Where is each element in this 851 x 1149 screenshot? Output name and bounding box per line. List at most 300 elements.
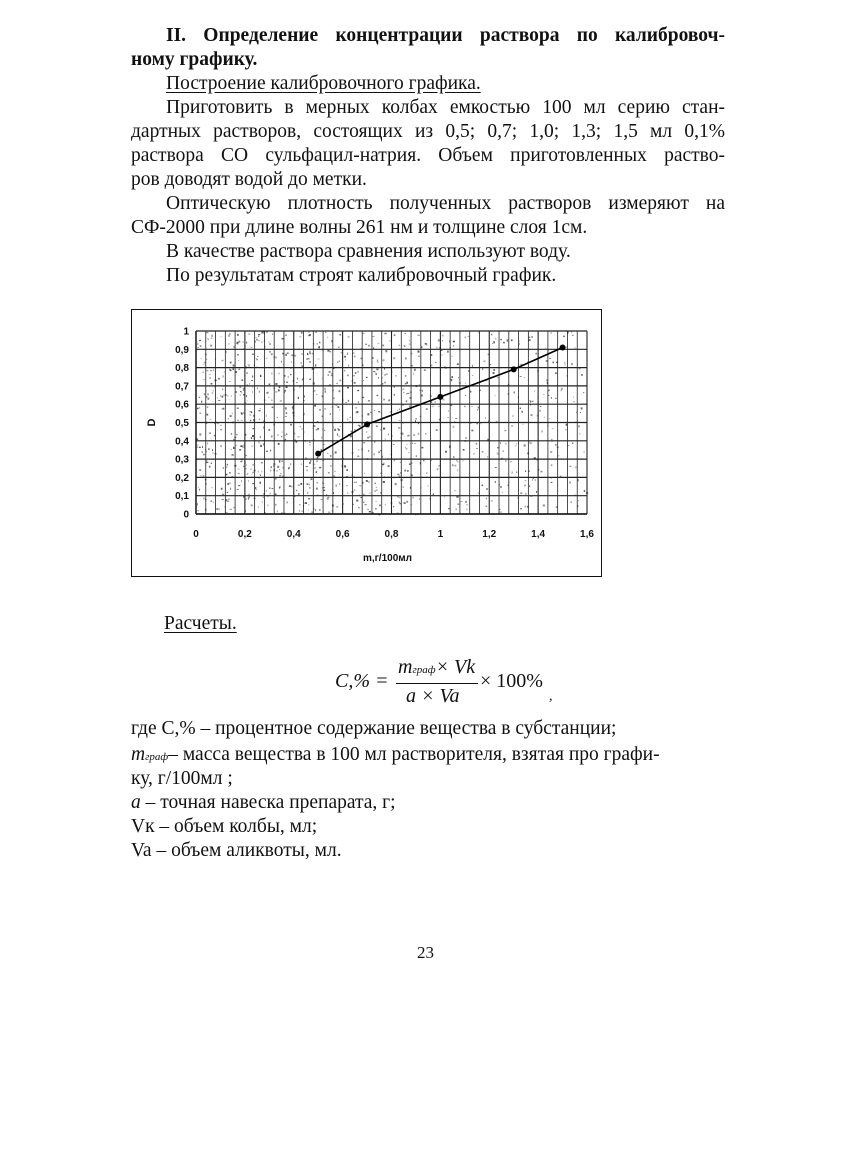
- texture-dot: [258, 442, 260, 444]
- texture-dot: [226, 512, 228, 513]
- texture-dot: [309, 351, 310, 353]
- texture-dot: [568, 445, 570, 446]
- texture-dot: [520, 364, 522, 365]
- texture-dot: [463, 449, 465, 451]
- texture-dot: [570, 502, 572, 503]
- texture-dot: [212, 449, 213, 451]
- texture-dot: [366, 431, 367, 433]
- texture-dot: [388, 434, 389, 435]
- texture-dot: [280, 473, 281, 474]
- texture-dot: [378, 411, 380, 412]
- texture-dot: [219, 508, 220, 510]
- texture-dot: [309, 442, 311, 443]
- texture-dot: [307, 358, 308, 360]
- y-tick-label: 1: [183, 326, 189, 338]
- texture-dot: [550, 332, 552, 334]
- def-line3: ку, г/100мл ;: [131, 768, 233, 789]
- texture-dot: [327, 453, 328, 454]
- texture-dot: [385, 350, 387, 352]
- texture-dot: [321, 437, 322, 439]
- texture-dot: [495, 338, 496, 339]
- texture-dot: [229, 472, 231, 474]
- texture-dot: [358, 401, 359, 403]
- texture-dot: [584, 490, 585, 492]
- texture-dot: [572, 443, 573, 445]
- x-tick-label: 0,8: [384, 529, 399, 540]
- texture-dot: [571, 332, 572, 334]
- texture-dot: [238, 473, 240, 474]
- texture-dot: [226, 351, 227, 353]
- texture-dot: [211, 335, 212, 337]
- texture-dot: [353, 504, 354, 505]
- texture-dot: [231, 449, 232, 450]
- texture-dot: [260, 445, 262, 447]
- texture-dot: [348, 336, 350, 338]
- texture-dot: [281, 461, 283, 462]
- texture-dot: [404, 345, 406, 346]
- formula-comma: ,: [549, 689, 553, 704]
- texture-dot: [384, 374, 386, 376]
- texture-dot: [270, 470, 271, 472]
- texture-dot: [378, 451, 380, 453]
- texture-dot: [278, 443, 280, 445]
- texture-dot: [325, 332, 327, 333]
- texture-dot: [317, 428, 319, 430]
- texture-dot: [238, 360, 239, 361]
- texture-dot: [376, 489, 378, 490]
- texture-dot: [309, 332, 310, 334]
- texture-dot: [451, 376, 453, 378]
- texture-dot: [337, 434, 338, 436]
- texture-dot: [382, 345, 384, 347]
- para1-line3: раствора СО сульфацил-натрия. Объем приготовленных раство-: [131, 145, 725, 166]
- texture-dot: [507, 340, 508, 342]
- formula-m-sub: граф: [412, 664, 436, 676]
- texture-dot: [457, 469, 458, 471]
- texture-dot: [581, 407, 583, 409]
- texture-dot: [353, 375, 355, 376]
- texture-dot: [258, 336, 259, 337]
- texture-dot: [279, 475, 281, 476]
- texture-dot: [218, 378, 220, 380]
- texture-dot: [282, 432, 283, 433]
- texture-dot: [477, 409, 478, 410]
- y-tick-label: 0,2: [175, 472, 189, 484]
- texture-dot: [323, 490, 325, 491]
- x-tick-label: 0,2: [237, 529, 252, 540]
- texture-dot: [308, 358, 310, 359]
- x-axis-label: m,г/100мл: [362, 553, 413, 564]
- texture-dot: [377, 361, 379, 362]
- texture-dot: [576, 466, 577, 468]
- texture-dot: [465, 383, 466, 384]
- texture-dot: [319, 409, 321, 410]
- texture-dot: [583, 452, 585, 453]
- texture-dot: [397, 512, 399, 513]
- texture-dot: [330, 455, 332, 456]
- texture-dot: [529, 485, 530, 487]
- x-tick-label: 1: [437, 529, 444, 540]
- texture-dot: [261, 341, 262, 343]
- texture-dot: [438, 406, 439, 407]
- texture-dot: [376, 369, 378, 371]
- texture-dot: [364, 473, 365, 474]
- texture-dot: [457, 504, 459, 505]
- texture-dot: [261, 332, 263, 334]
- texture-dot: [447, 417, 448, 418]
- texture-dot: [524, 485, 526, 487]
- texture-dot: [407, 470, 409, 472]
- texture-dot: [549, 418, 550, 419]
- texture-dot: [408, 435, 409, 437]
- texture-dot: [317, 359, 319, 360]
- texture-dot: [552, 362, 554, 364]
- texture-dot: [505, 443, 506, 445]
- texture-dot: [237, 420, 239, 421]
- texture-dot: [277, 417, 278, 418]
- texture-dot: [339, 380, 341, 382]
- texture-dot: [406, 400, 408, 402]
- texture-dot: [441, 355, 443, 356]
- texture-dot: [358, 507, 359, 508]
- data-point: [560, 344, 566, 350]
- texture-dot: [289, 485, 291, 487]
- texture-dot: [310, 379, 311, 380]
- texture-dot: [255, 337, 256, 338]
- texture-dot: [461, 501, 463, 502]
- texture-dot: [277, 434, 278, 436]
- texture-dot: [355, 372, 357, 374]
- texture-dot: [365, 504, 367, 505]
- texture-dot: [370, 493, 371, 494]
- texture-dot: [307, 483, 309, 485]
- texture-dot: [491, 334, 492, 336]
- texture-dot: [251, 446, 253, 447]
- texture-dot: [229, 483, 230, 485]
- texture-dot: [315, 364, 316, 366]
- texture-dot: [238, 485, 240, 486]
- section-heading-line2: ному графику.: [131, 49, 258, 70]
- texture-dot: [209, 432, 211, 434]
- texture-dot: [202, 451, 203, 452]
- texture-dot: [323, 444, 325, 445]
- texture-dot: [236, 343, 237, 344]
- texture-dot: [354, 382, 356, 384]
- texture-dot: [267, 505, 268, 507]
- texture-dot: [433, 494, 434, 495]
- texture-dot: [431, 401, 432, 403]
- texture-dot: [316, 394, 318, 395]
- texture-dot: [269, 343, 270, 345]
- texture-dot: [253, 428, 255, 429]
- texture-dot: [448, 410, 449, 412]
- texture-dot: [406, 358, 407, 360]
- texture-dot: [291, 361, 292, 362]
- texture-dot: [486, 506, 487, 507]
- texture-dot: [383, 359, 385, 361]
- texture-dot: [348, 365, 349, 367]
- texture-dot: [272, 488, 274, 489]
- texture-dot: [404, 470, 406, 472]
- texture-dot: [344, 356, 346, 358]
- texture-dot: [382, 456, 383, 458]
- texture-dot: [199, 397, 200, 398]
- texture-dot: [330, 413, 331, 415]
- texture-dot: [301, 362, 302, 364]
- texture-dot: [380, 492, 381, 493]
- def-m-symbol: m: [131, 744, 146, 765]
- texture-dot: [388, 400, 389, 401]
- texture-dot: [485, 417, 486, 419]
- x-tick-label: 1,6: [580, 529, 594, 540]
- texture-dot: [476, 448, 477, 449]
- texture-dot: [290, 374, 292, 375]
- texture-dot: [347, 375, 349, 377]
- texture-dot: [230, 399, 231, 400]
- texture-dot: [399, 409, 400, 411]
- texture-dot: [304, 431, 305, 432]
- texture-dot: [328, 374, 329, 376]
- formula-m: m: [398, 656, 413, 678]
- texture-dot: [512, 415, 513, 417]
- texture-dot: [525, 506, 527, 508]
- texture-dot: [374, 491, 376, 492]
- texture-dot: [579, 368, 581, 369]
- texture-dot: [399, 497, 400, 498]
- texture-dot: [309, 444, 311, 445]
- section-heading-line1: II. Определение концентрации раствора по калибровоч-: [166, 25, 725, 46]
- texture-dot: [486, 488, 488, 490]
- texture-dot: [206, 414, 208, 416]
- texture-dot: [482, 485, 484, 487]
- texture-dot: [414, 369, 416, 371]
- texture-dot: [285, 407, 287, 409]
- texture-dot: [309, 462, 311, 464]
- texture-dot: [316, 471, 317, 473]
- texture-dot: [337, 506, 339, 507]
- texture-dot: [310, 460, 311, 462]
- texture-dot: [269, 488, 271, 489]
- texture-dot: [250, 420, 251, 422]
- texture-dot: [403, 487, 404, 488]
- texture-dot: [298, 484, 300, 486]
- texture-dot: [334, 471, 335, 472]
- texture-dot: [505, 461, 507, 462]
- texture-dot: [525, 480, 526, 481]
- texture-dot: [209, 374, 211, 375]
- texture-dot: [376, 501, 377, 502]
- texture-dot: [275, 391, 277, 393]
- texture-dot: [301, 353, 303, 355]
- texture-dot: [258, 507, 259, 508]
- texture-dot: [453, 345, 454, 347]
- texture-dot: [581, 374, 583, 376]
- texture-dot: [524, 377, 525, 378]
- texture-dot: [514, 391, 515, 393]
- texture-dot: [241, 413, 243, 415]
- texture-dot: [213, 502, 214, 503]
- texture-dot: [575, 347, 576, 348]
- texture-dot: [220, 429, 222, 430]
- texture-dot: [347, 418, 348, 420]
- texture-dot: [256, 339, 258, 341]
- texture-dot: [302, 379, 303, 380]
- data-point: [437, 394, 443, 400]
- texture-dot: [228, 499, 229, 500]
- texture-dot: [543, 505, 545, 507]
- texture-dot: [383, 481, 385, 483]
- texture-dot: [348, 400, 350, 402]
- texture-dot: [243, 394, 245, 396]
- texture-dot: [197, 343, 198, 345]
- texture-dot: [415, 443, 416, 444]
- data-point: [315, 451, 321, 457]
- texture-dot: [368, 450, 369, 452]
- texture-dot: [300, 483, 302, 485]
- texture-dot: [407, 393, 409, 394]
- texture-dot: [405, 375, 407, 377]
- texture-dot: [282, 467, 283, 469]
- texture-dot: [339, 409, 340, 410]
- texture-dot: [365, 344, 367, 345]
- texture-dot: [565, 364, 566, 365]
- texture-dot: [330, 456, 331, 457]
- texture-dot: [377, 395, 379, 396]
- texture-dot: [255, 341, 256, 343]
- texture-dot: [241, 480, 242, 482]
- texture-dot: [288, 468, 289, 469]
- texture-dot: [325, 391, 327, 393]
- texture-dot: [280, 486, 281, 488]
- texture-dot: [252, 435, 254, 437]
- texture-dot: [315, 509, 317, 510]
- texture-dot: [452, 464, 454, 466]
- texture-dot: [198, 347, 199, 348]
- texture-dot: [327, 350, 329, 352]
- texture-dot: [418, 335, 420, 336]
- texture-dot: [583, 392, 584, 393]
- texture-dot: [308, 504, 309, 505]
- texture-dot: [566, 424, 568, 426]
- texture-dot: [210, 419, 212, 420]
- texture-dot: [251, 437, 252, 439]
- texture-dot: [350, 417, 351, 418]
- texture-dot: [301, 429, 303, 430]
- texture-dot: [516, 443, 517, 444]
- texture-dot: [198, 510, 199, 511]
- texture-dot: [257, 356, 259, 357]
- texture-dot: [221, 488, 223, 490]
- texture-dot: [228, 335, 230, 337]
- texture-dot: [220, 425, 222, 426]
- texture-dot: [327, 337, 328, 339]
- texture-dot: [466, 504, 468, 505]
- texture-dot: [279, 387, 281, 388]
- texture-dot: [207, 393, 209, 395]
- texture-dot: [208, 338, 209, 340]
- texture-dot: [291, 354, 293, 356]
- texture-dot: [540, 406, 541, 407]
- para1-line2: дартных растворов, состоящих из 0,5; 0,7; 1,0; 1,3; 1,5 мл 0,1%: [131, 121, 725, 142]
- y-tick-label: 0,7: [175, 381, 189, 393]
- texture-dot: [541, 430, 543, 432]
- y-tick-label: 0,5: [175, 418, 189, 429]
- texture-dot: [232, 454, 234, 456]
- texture-dot: [482, 451, 484, 452]
- texture-dot: [207, 443, 208, 445]
- texture-dot: [324, 408, 326, 410]
- texture-dot: [442, 335, 443, 337]
- texture-dot: [421, 394, 423, 396]
- texture-dot: [535, 479, 536, 481]
- texture-dot: [493, 372, 495, 374]
- texture-dot: [441, 350, 443, 351]
- texture-dot: [204, 379, 205, 380]
- texture-dot: [333, 397, 334, 399]
- texture-dot: [203, 475, 205, 477]
- texture-dot: [402, 389, 404, 391]
- texture-dot: [279, 469, 280, 470]
- texture-dot: [530, 401, 531, 403]
- texture-dot: [331, 373, 333, 374]
- texture-dot: [428, 485, 429, 487]
- texture-dot: [249, 366, 250, 367]
- texture-dot: [541, 471, 543, 473]
- texture-dot: [438, 468, 439, 470]
- texture-dot: [279, 461, 280, 463]
- texture-dot: [495, 467, 497, 468]
- texture-dot: [346, 485, 347, 486]
- texture-dot: [275, 504, 276, 506]
- texture-dot: [363, 380, 364, 381]
- def-line4: [131, 791, 396, 815]
- texture-dot: [291, 486, 292, 488]
- texture-dot: [335, 405, 337, 406]
- texture-dot: [250, 347, 252, 348]
- texture-dot: [448, 508, 449, 509]
- texture-dot: [546, 379, 547, 381]
- texture-dot: [277, 466, 279, 468]
- texture-dot: [435, 362, 437, 363]
- texture-dot: [525, 493, 526, 495]
- texture-dot: [279, 373, 280, 375]
- texture-dot: [232, 413, 233, 415]
- texture-dot: [246, 342, 247, 344]
- texture-dot: [258, 334, 260, 335]
- texture-dot: [393, 444, 395, 445]
- texture-dot: [220, 395, 221, 397]
- texture-dot: [484, 361, 486, 362]
- texture-dot: [531, 336, 532, 338]
- texture-dot: [252, 376, 253, 378]
- texture-dot: [531, 401, 533, 402]
- texture-dot: [309, 353, 311, 355]
- texture-dot: [202, 446, 203, 448]
- texture-dot: [243, 390, 244, 391]
- texture-dot: [203, 372, 204, 374]
- texture-dot: [319, 342, 320, 344]
- data-point: [364, 421, 370, 427]
- texture-dot: [211, 338, 213, 339]
- texture-dot: [556, 506, 558, 508]
- texture-dot: [278, 390, 279, 391]
- texture-dot: [237, 334, 239, 336]
- texture-dot: [249, 383, 250, 385]
- texture-dot: [456, 460, 457, 461]
- texture-dot: [511, 425, 513, 427]
- texture-dot: [328, 472, 329, 473]
- texture-dot: [276, 470, 277, 471]
